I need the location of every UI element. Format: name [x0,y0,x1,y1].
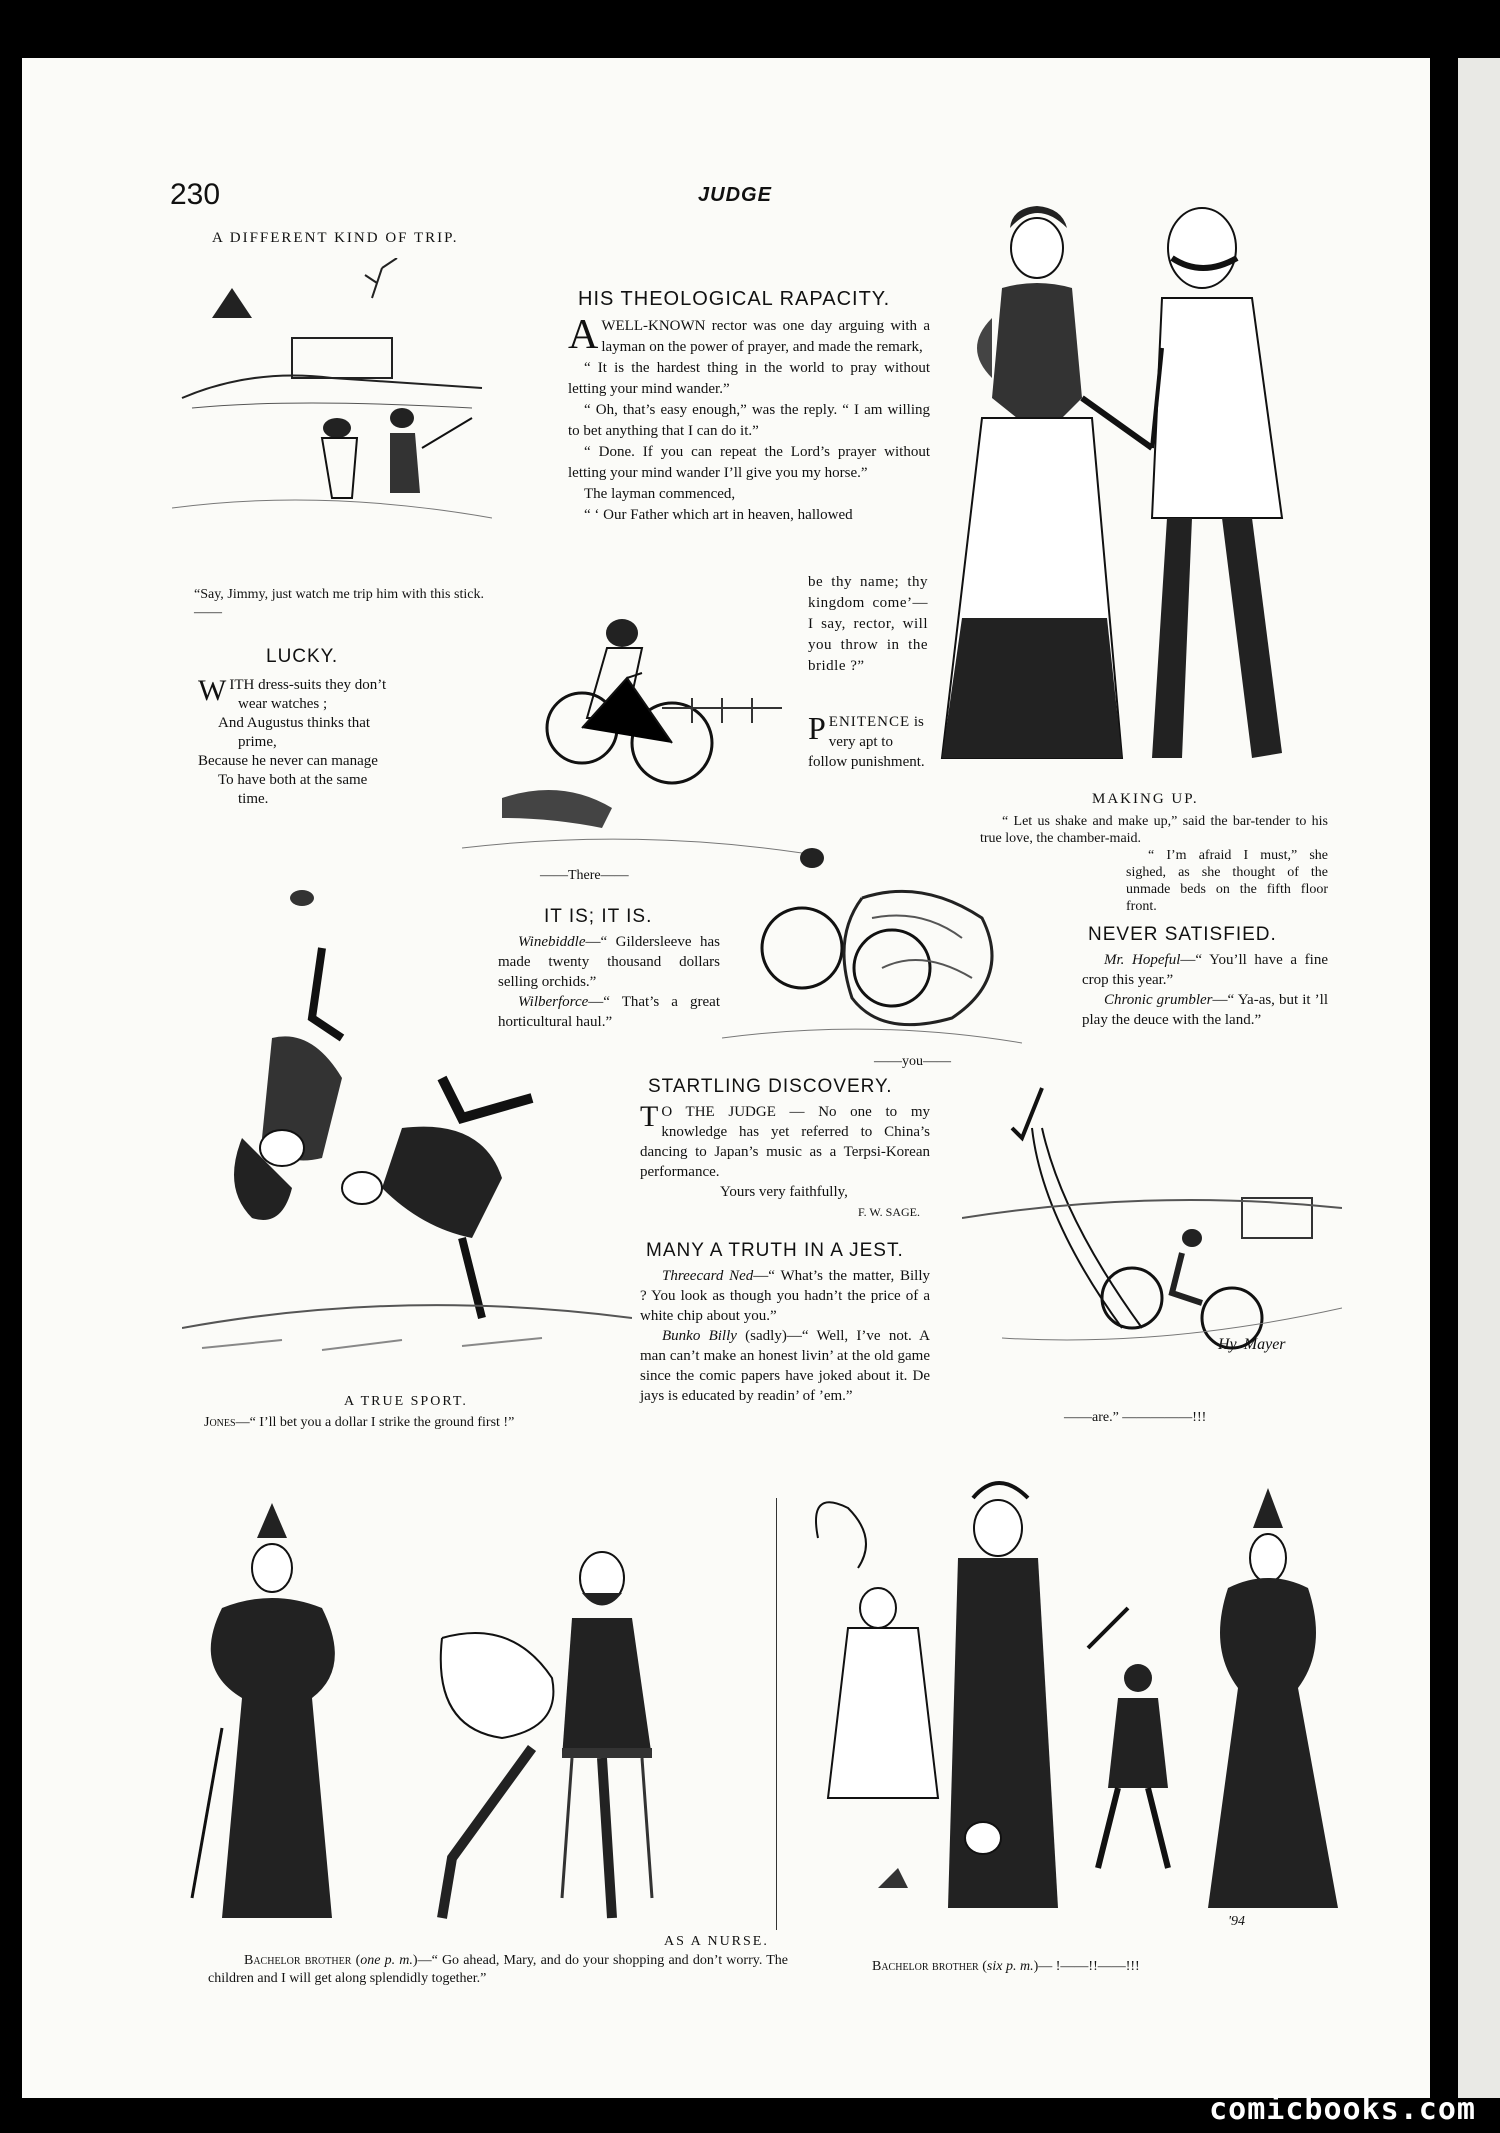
sequence-are: ——are.” —————!!! [1064,1410,1207,1425]
truth-jest-title: MANY A TRUTH IN A JEST. [646,1240,904,1261]
never-satisfied-title: NEVER SATISFIED. [1088,924,1277,945]
sequence-there: ——There—— [540,868,629,883]
startling-body: T O THE JUDGE — No one to my knowledge has yet referred to China’s dancing to Japan’s music as a Terpsi-Korean performance. Yours very faithfully, F. W. SAGE. [640,1100,930,1219]
making-up-text1: “ Let us shake and make up,” said the bar-tender to his true love, the chamber-maid. [980,814,1328,846]
theological-title: HIS THEOLOGICAL RAPACITY. [578,288,891,310]
theological-ending: be thy name; thy kingdom come’—I say, rector, will you throw in the bridle ?” [808,574,928,674]
startling-title: STARTLING DISCOVERY. [648,1076,893,1097]
nurse-left-illustration [182,1498,772,1938]
different-trip-title: A DIFFERENT KIND OF TRIP. [212,230,459,246]
bicycle-bush-illustration [722,818,1022,1048]
making-up-illustration [922,198,1342,778]
theological-body: AWELL-KNOWN rector was one day arguing with a layman on the power of prayer, and made the remark, “ It is the hardest thing in the world to pray without letting your mind wander.” “ Oh, that’s easy enough,” was the reply. “ I am willing to bet anything that I can do it.” “ Done. If you can repeat the Lord’s prayer without letting your mind wander I’ll give you my horse.” The layman commenced, “ ‘ Our Father which art in heaven, hallowed [568,312,930,523]
lucky-poem: WITH dress-suits they don’t wear watches ; And Augustus thinks that prime, Because he never can manage To have both at the same time. [198,674,387,807]
adjacent-page-edge [1458,58,1500,2098]
making-up-title: MAKING UP. [1092,791,1199,807]
never-satisfied-text2: Chronic grumbler—“ Ya-as, but it ’ll play the deuce with the land.” [1082,992,1328,1028]
never-satisfied-text: Mr. Hopeful—“ You’ll have a fine crop this year.” [1082,952,1328,988]
different-trip-caption: “Say, Jimmy, just watch me trip him with this stick.—— [194,587,484,620]
magazine-page [22,58,1430,2098]
true-sport-title: A TRUE SPORT. [344,1394,468,1409]
truth-jest-text2: Bunko Billy (sadly)—“ Well, I’ve not. A man can’t make an honest livin’ at the old game since the comic papers have joked about it. De jays is educated by readin’ of ’em.” [640,1328,931,1404]
making-up-text2: “ I’m afraid I must,” she sighed, as she thought of the unmade beds on the fifth floor front. [1126,848,1328,914]
penitence-drop-cap: P [808,710,826,746]
nurse-title: AS A NURSE. [664,1934,769,1949]
it-is-text2: Wilberforce—“ That’s a great horticultural haul.” [498,994,720,1030]
true-sport-illustration [182,858,632,1388]
trip-illustration [172,258,492,548]
it-is-title: IT IS; IT IS. [544,906,653,927]
theological-drop-cap: A [568,312,599,358]
sequence-you: ——you—— [874,1054,951,1069]
it-is-text: Winebiddle—“ Gildersleeve has made twenty thousand dollars selling orchids.” [498,934,720,990]
true-sport-caption: Jones—“ I’ll bet you a dollar I strike the ground first !” [204,1415,515,1430]
lucky-title: LUCKY. [266,646,339,667]
masthead: JUDGE [698,184,772,206]
column-divider [776,1498,777,1930]
artist-signature: '94 [1228,1914,1245,1929]
nurse-caption-left: Bachelor brother (one p. m.)—“ Go ahead, Mary, and do your shopping and don’t worry. The children and I will get along splendidly together.” [208,1953,788,1986]
nurse-right-illustration [788,1468,1348,1938]
page-number: 230 [170,178,221,211]
lucky-drop-cap: W [198,674,227,707]
truth-jest-text1: Threecard Ned—“ What’s the matter, Billy ? You look as though you hadn’t the price of a white chip about you.” [640,1268,930,1324]
mayer-signature: Hy. Mayer [1218,1336,1286,1353]
watermark: comicbooks.com [1209,2092,1476,2127]
penitence: PENITENCE is very apt to follow punishment. [808,710,925,770]
nurse-caption-right: Bachelor brother (six p. m.)— !——!!——!!! [872,1959,1140,1974]
startling-drop-cap: T [640,1100,659,1133]
